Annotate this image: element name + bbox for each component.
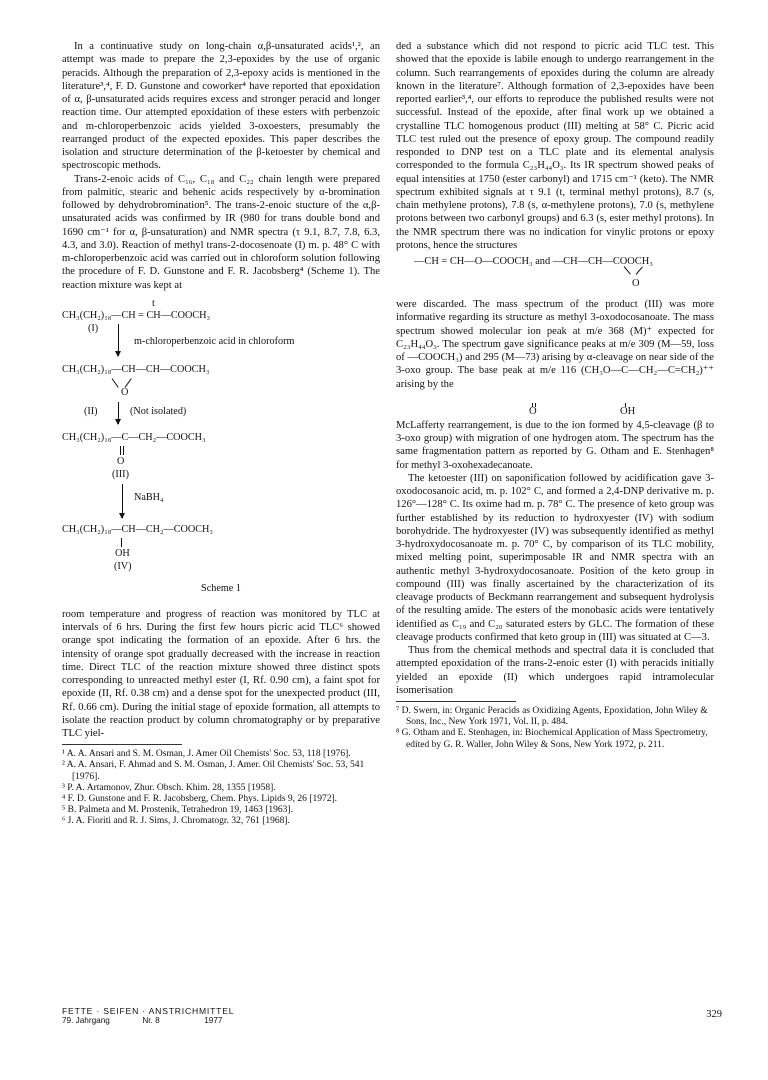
footnote: ² A. A. Ansari, F. Ahmad and S. M. Osman, J. Amer. Oil Chemists' Soc. 53, 541 [1976].	[62, 760, 365, 782]
footnote: ⁸ G. Otham and E. Stenhagen, in: Biochemical Application of Mass Spectrometry, edited by G. R. Waller, John Wiley & Sons, New York 1972, p. 211.	[396, 728, 708, 750]
arrow-down-icon	[118, 402, 119, 424]
keto-oxygen: O	[117, 455, 125, 467]
label-i: (I)	[88, 322, 99, 334]
left-column	[62, 40, 380, 828]
footnote-divider	[396, 701, 516, 702]
issue-number: Nr. 8	[142, 1016, 160, 1025]
right-column	[396, 40, 714, 751]
epoxide-bond-icon	[624, 266, 631, 274]
epoxide-bond-icon	[636, 267, 643, 275]
ion-oxygen: O	[529, 405, 537, 417]
formula-line: —CH = CH—O—COOCH₃ and —CH—CH—COOCH₃	[414, 256, 653, 267]
paragraph: were discarded. The mass spectrum of the product (III) was more informative regarding its structure as methyl 3-oxodocosanoate. The mass spectrum showed molecular ion peak at m/e 368 (M)⁺ expected for C₂₃H₄₄O₃. The spectrum gave significance peaks at m/e 309 (M—59, loss of —COOCH₃) and 295 (M—73) arising by α-cleavage on near side of the 3-oxo group. The base peak at m/e 116 (CH₃O—C—CH₂—C=CH₂)⁺⁺ arising by the	[396, 299, 714, 390]
footnote-divider	[62, 744, 182, 745]
reductant-label: NaBH₄	[134, 491, 164, 503]
journal-name: FETTE · SEIFEN · ANSTRICHMITTEL	[62, 1006, 235, 1016]
hydroxy-group: OH	[115, 547, 130, 559]
formula-oxygen: O	[632, 278, 640, 289]
single-bond-icon	[121, 538, 122, 547]
ion-hydroxy: OH	[620, 405, 636, 417]
label-ii: (II)	[84, 405, 98, 417]
paragraph: In a continuative study on long-chain α,β-unsaturated acids¹,², an attempt was made to prepare the 2,3-epoxides by the use of organic peracids. Although the preparation of 2,3-epoxy acids is mentioned in the literature³,⁴, F. D. Gunstone and coworker⁴ have reported that epoxidation of α, β-unsaturated acids requires excess and stronger peracid and longer reaction time. Our attempted epoxidation of these esters with perbenzoic and m-chloroperbenzoic acids yielded 3-oxoesters, presumably the rearranged product of the expected epoxides. This paper describes the isolation and structure determination of the β-ketoester by chemical and spectroscopic methods.	[62, 41, 380, 172]
page-footer	[62, 1006, 722, 1026]
paragraph: room temperature and progress of reaction was monitored by TLC at intervals of 6 hrs. During the first few hours picric acid TLC⁶ showed orange spot indicating the formation of an epoxide. After 6 hrs. the intensity of orange spot gradually decreased with the increase in reaction time. Direct TLC of the reaction mixture showed three distinct spots corresponding to unreacted methyl ester (I, Rf. 0.90 cm), a faint spot for epoxide (II, Rf. 0.38 cm) and a dense spot for the unexpected product (III, Rf. 0.66 cm). During the initial stage of epoxide formation, all attempts to isolate the reaction product by column chromatography or by preparative TLC yiel-	[62, 608, 380, 739]
footnote: ⁵ B. Palmeta and M. Prostenik, Tetrahedron 19, 1463 [1963].	[62, 805, 293, 816]
arrow-down-icon	[118, 324, 119, 356]
page-number: 329	[706, 1009, 722, 1020]
paragraph: McLafferty rearrangement, is due to the ion formed by 4,5-cleavage (β to 3-oxo group) with migration of one hydrogen atom. The spectrum has the same fragmentation pattern as reported by G. Otham and E. Stenhagen⁸ for methyl 3-oxohexadecanoate.	[396, 419, 714, 471]
paragraph: Thus from the chemical methods and spectral data it is concluded that attempted epoxidation of the trans-2-enoic ester (I) with peracids initially yielded an epoxide (II) which undergoes rapid intramolecular isomerisation	[396, 645, 714, 696]
compound-i: CH₃(CH₂)₁₈—CH = CH—COOCH₃	[62, 309, 211, 321]
double-bond-icon	[120, 446, 124, 455]
footnote: ³ P. A. Artamonov, Zhur. Obsch. Khim. 28, 1355 [1958].	[62, 782, 276, 793]
epoxide-oxygen: O	[121, 386, 129, 398]
paragraph: Trans-2-enoic acids of C₁₆, C₁₈ and C₂₂ chain length were prepared from palmitic, stearic and behenic acids respectively by α-bromination followed by dehydrobromination⁵. The trans-2-enoic stucture of the α,β-unsaturated acids was confirmed by IR (980 for trans double bond and 1690 cm⁻¹ for α, β-unsaturation) and NMR spectra (τ 9.1, 8.7, 7.8, 6.3, 4.3, and 3.0). Reaction of methyl trans-2-docosenoate (I) m. p. 48° C with m-chloroperbenzoic acid was carried out in chloroform solution following the procedure of F. D. Gunstone and F. R. Jacobsberg⁴ (Scheme 1). The reaction mixture was kept at	[62, 173, 380, 291]
volume: 79. Jahrgang	[62, 1016, 110, 1025]
ion-substituents	[396, 391, 714, 419]
footnote: ⁴ F. D. Gunstone and F. R. Jacobsberg, Chem. Phys. Lipids 9, 26 [1972].	[62, 794, 337, 805]
label-iii: (III)	[112, 468, 129, 480]
structure-formula	[396, 254, 714, 294]
compound-iii: CH₃(CH₂)₁₈—C—CH₂—COOCH₃	[62, 431, 206, 443]
issue-info	[62, 1016, 722, 1026]
reagent-label: m-chloroperbenzoic acid in chloroform	[134, 335, 295, 347]
compound-ii: CH₃(CH₂)₁₈—CH—CH—COOCH₃	[62, 363, 210, 375]
trans-mark: t	[152, 297, 155, 309]
scheme-caption: Scheme 1	[201, 582, 241, 594]
not-isolated-label: (Not isolated)	[130, 405, 187, 417]
footnotes	[62, 749, 380, 827]
paragraph: The ketoester (III) on saponification followed by acidification gave 3-oxodocosanoic acid, m. p. 102° C, and formed a 2,4-DNP derivative m. p. 126°—128° C. Its oxime had m. p. 78° C. The presence of keto group was further established by its reduction to hydroxyester (IV) with sodium borohydride. The hydroxyester (IV) was subsequently identified as methyl 3-hydroxydocosanoate m. p. 70° C, by comparison of its TLC mobility, mixed melting point, superimposable IR and NMR spectra with an authentic methyl 3-hydroxydocosanoate. Position of the keto group in compound (III) was finally ascertained by the characterization of its cleavage products of Beckmann rearrangement and subsequent hydrolysis of the resulting amide. The esters of the monobasic acids were tentatively identified as C₁₉ and C₂₀ saturated esters by GLC. The formation of these cleavage products confirmed that keto group in (III) was situated at C—3.	[396, 472, 714, 643]
footnotes	[396, 706, 714, 751]
compound-iv: CH₃(CH₂)₁₈—CH—CH₂—COOCH₃	[62, 523, 213, 535]
epoxide-bond-icon	[112, 378, 119, 388]
label-iv: (IV)	[114, 560, 132, 572]
footnote: ¹ A. A. Ansari and S. M. Osman, J. Amer Oil Chemists' Soc. 53, 118 [1976].	[62, 749, 351, 760]
paragraph: ded a substance which did not respond to picric acid TLC test. This showed that the epoxide is labile enough to undergo rearrangement in the column. Such rearrangements of epoxides during the column are already known in the literature⁷. Although formation of 2,3-epoxides have been reported earlier³,⁴, our efforts to reproduce the published results were not successful. Instead of the epoxide, after final work up we obtained a crystalline TLC homogenous product (III) melting at 58° C. Picric acid TLC test ruled out the presence of epoxy group. The compound readily responded to DNP test on a TLC plate and its elemental analysis corresponded to the formula C₂₃H₄₄O₃. Its IR spectrum showed peaks of equal intensities at 1750 (ester carbonyl) and 1715 cm⁻¹ (keto). The NMR spectrum exhibited signals at τ 9.1 (t, terminal methyl protons), 8.7 (s, chain methylene protons), 7.8 (s, α-methylene protons), 7.0 (s, methylene protons between two carbonyl groups) and 6.3 (s, ester methyl protons). In the NMR spectrum there was no indication for vinylic protons or epoxy protons, hence the structures	[396, 41, 714, 251]
reaction-scheme	[62, 298, 380, 684]
year: 1977	[204, 1016, 223, 1025]
footnote: ⁷ D. Swern, in: Organic Peracids as Oxidizing Agents, Epoxidation, John Wiley & Sons, Inc., New York 1971, Vol. II, p. 484.	[396, 706, 708, 728]
arrow-down-icon	[122, 484, 123, 518]
footnote: ⁶ J. A. Fioriti and R. J. Sims, J. Chromatogr. 32, 761 [1968].	[62, 816, 290, 827]
